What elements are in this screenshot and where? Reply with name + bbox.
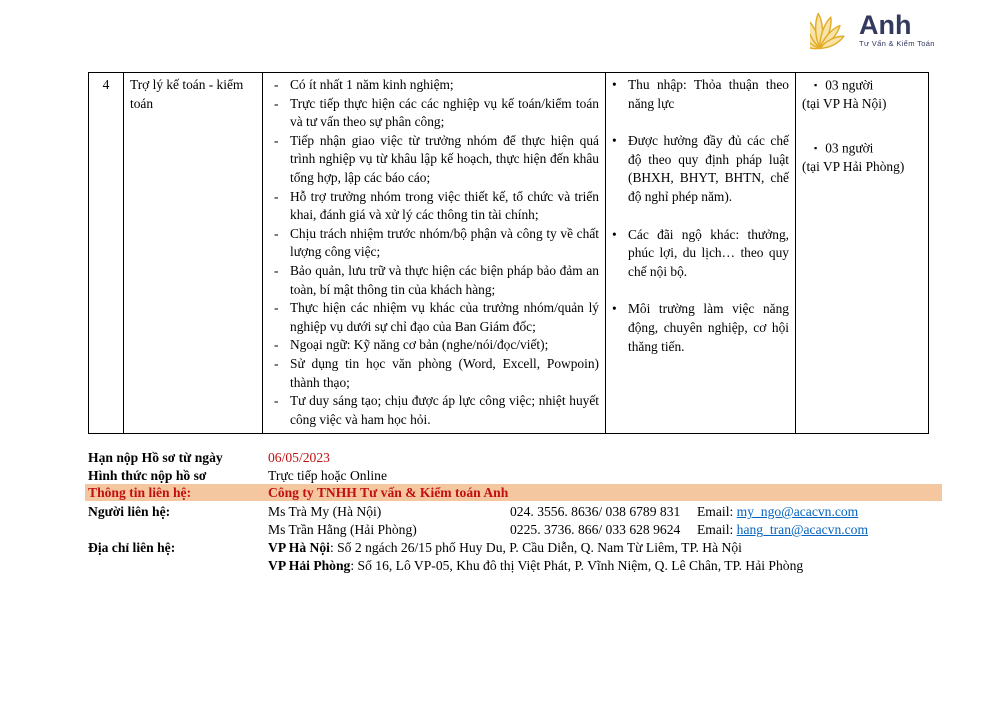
requirement-text: Hỗ trợ trưởng nhóm trong việc thiết kế, tổ chức và triển khai, đánh giá và xử lý các thông tin tài chính; (290, 188, 599, 223)
benefit-item (612, 226, 789, 282)
headcount-location: (tại VP Hải Phòng) (802, 158, 905, 174)
office-name: VP Hà Nội (268, 540, 330, 555)
headcount-item (802, 76, 922, 114)
benefit-text: Thu nhập: Thỏa thuận theo năng lực (628, 77, 789, 111)
benefit-item (612, 300, 789, 356)
address-line (268, 557, 803, 575)
benefit-text: Được hưởng đầy đủ các chế độ theo quy định pháp luật (BHXH, BHYT, BHTN, chế độ nghỉ phép năm). (628, 133, 789, 204)
requirement-text: Thực hiện các nhiệm vụ khác của trưởng nhóm/quản lý nghiệp vụ dưới sự chỉ đạo của Ban Giám đốc; (290, 300, 599, 334)
deadline-label: Hạn nộp Hồ sơ từ ngày (88, 450, 223, 465)
contact-email-group (697, 503, 858, 521)
headcount-item (802, 139, 922, 177)
contact-info-highlight-row (85, 484, 942, 501)
benefits-cell (606, 73, 796, 434)
benefit-text: Môi trường làm việc năng động, chuyên nghiệp, cơ hội thăng tiến. (628, 301, 789, 354)
requirements-cell (263, 73, 606, 434)
requirement-text: Có ít nhất 1 năm kinh nghiệm; (290, 77, 454, 92)
requirement-text: Sử dụng tin học văn phòng (Word, Excell, Powpoin) thành thạo; (290, 355, 599, 390)
benefit-item (612, 76, 789, 113)
company-name: Công ty TNHH Tư vấn & Kiểm toán Anh (268, 485, 509, 500)
address-row-1 (85, 539, 942, 557)
email-label: Email: (697, 522, 737, 537)
office-address: : Số 2 ngách 26/15 phố Huy Du, P. Cầu Diễn, Q. Nam Từ Liêm, TP. Hà Nội (329, 540, 742, 555)
address-row-2 (85, 557, 942, 575)
email-link[interactable]: hang_tran@acacvn.com (736, 522, 869, 537)
row-number-cell: 4 (89, 73, 124, 434)
requirement-item (269, 262, 599, 299)
contact-name: Ms Trần Hằng (Hải Phòng) (268, 522, 417, 537)
deadline-value: 06/05/2023 (268, 450, 330, 465)
benefit-item (612, 132, 789, 206)
round-bullet: • (612, 77, 617, 92)
round-bullet: • (612, 226, 617, 242)
office-name: VP Hải Phòng (268, 558, 351, 573)
requirement-item (269, 132, 599, 188)
square-bullet: ▪ (814, 80, 818, 90)
requirements-list (269, 76, 599, 429)
requirement-text: Tiếp nhận giao việc từ trưởng nhóm để thực hiện quá trình nghiệp vụ từ khâu lập kế hoạch, thực hiện đến khâu tổng hợp, lập các báo cáo; (290, 132, 599, 185)
requirement-item (269, 95, 599, 132)
contact-name: Ms Trà My (Hà Nội) (268, 504, 382, 519)
dash-bullet: - (274, 393, 279, 409)
headcount-count-line (802, 76, 922, 95)
requirement-text: Ngoại ngữ: Kỹ năng cơ bản (nghe/nói/đọc/viết); (290, 337, 549, 353)
headcount-cell (796, 73, 929, 434)
email-link[interactable]: my_ngo@acacvn.com (736, 504, 859, 519)
dash-bullet: - (274, 188, 279, 204)
headcount-location: (tại VP Hà Nội) (802, 96, 887, 112)
email-label: Email: (697, 504, 737, 519)
dash-bullet: - (274, 337, 279, 353)
company-logo (810, 6, 935, 54)
contact-person-row-1 (85, 503, 942, 521)
lotus-icon (810, 6, 854, 54)
square-bullet: ▪ (814, 142, 818, 153)
requirement-item (269, 336, 599, 355)
dash-bullet: - (274, 132, 279, 148)
headcount-count: 03 người (825, 140, 874, 156)
contact-phone: 024. 3556. 8636/ 038 6789 831 (510, 504, 681, 519)
contact-info-label: Thông tin liên hệ: (88, 485, 192, 500)
address-line (268, 539, 742, 557)
submission-method-value: Trực tiếp hoặc Online (268, 468, 387, 483)
dash-bullet: - (274, 77, 279, 92)
contact-email-group (697, 521, 868, 539)
dash-bullet: - (274, 95, 279, 111)
requirement-text: Bảo quản, lưu trữ và thực hiện các biện pháp bảo đảm an toàn, bí mật thông tin của khách hàng; (290, 262, 599, 297)
logo-brand-text: Anh (859, 10, 912, 40)
requirement-item (269, 392, 599, 429)
submission-method-row (85, 467, 942, 485)
requirement-text: Tư duy sáng tạo; chịu được áp lực công việc; nhiệt huyết công việc và ham học hỏi. (290, 393, 599, 427)
table-row (89, 73, 929, 434)
requirement-text: Chịu trách nhiệm trước nhóm/bộ phận và công ty về chất lượng công việc; (290, 225, 599, 260)
headcount-count: 03 người (825, 77, 874, 93)
round-bullet: • (612, 133, 617, 149)
requirement-text: Trực tiếp thực hiện các các nghiệp vụ kế toán/kiểm toán và tư vấn theo sự phân công; (290, 95, 599, 130)
job-table (88, 72, 929, 434)
round-bullet: • (612, 301, 617, 317)
dash-bullet: - (274, 262, 279, 278)
headcount-count-line (802, 139, 922, 158)
dash-bullet: - (274, 355, 279, 371)
requirement-item (269, 225, 599, 262)
submission-method-label: Hình thức nộp hồ sơ (88, 468, 207, 483)
requirement-item (269, 355, 599, 392)
benefits-list (612, 76, 789, 356)
dash-bullet: - (274, 225, 279, 241)
contact-phone: 0225. 3736. 866/ 033 628 9624 (510, 522, 681, 537)
requirement-item (269, 299, 599, 336)
position-title-cell: Trợ lý kế toán - kiểm toán (124, 73, 263, 434)
dash-bullet: - (274, 300, 279, 316)
logo-tagline-text: Tư Vấn & Kiểm Toán (859, 39, 935, 48)
contact-person-label: Người liên hệ: (88, 504, 171, 519)
requirement-item (269, 188, 599, 225)
requirement-item (269, 76, 599, 95)
address-label: Địa chỉ liên hệ: (88, 540, 176, 555)
deadline-row (85, 449, 942, 467)
contact-person-row-2 (85, 521, 942, 539)
office-address: : Số 16, Lô VP-05, Khu đô thị Việt Phát, P. Vĩnh Niệm, Q. Lê Chân, TP. Hải Phòng (350, 558, 804, 573)
benefit-text: Các đãi ngộ khác: thưởng, phúc lợi, du lịch… theo quy chế nội bộ. (628, 226, 789, 279)
headcount-list (802, 76, 922, 176)
